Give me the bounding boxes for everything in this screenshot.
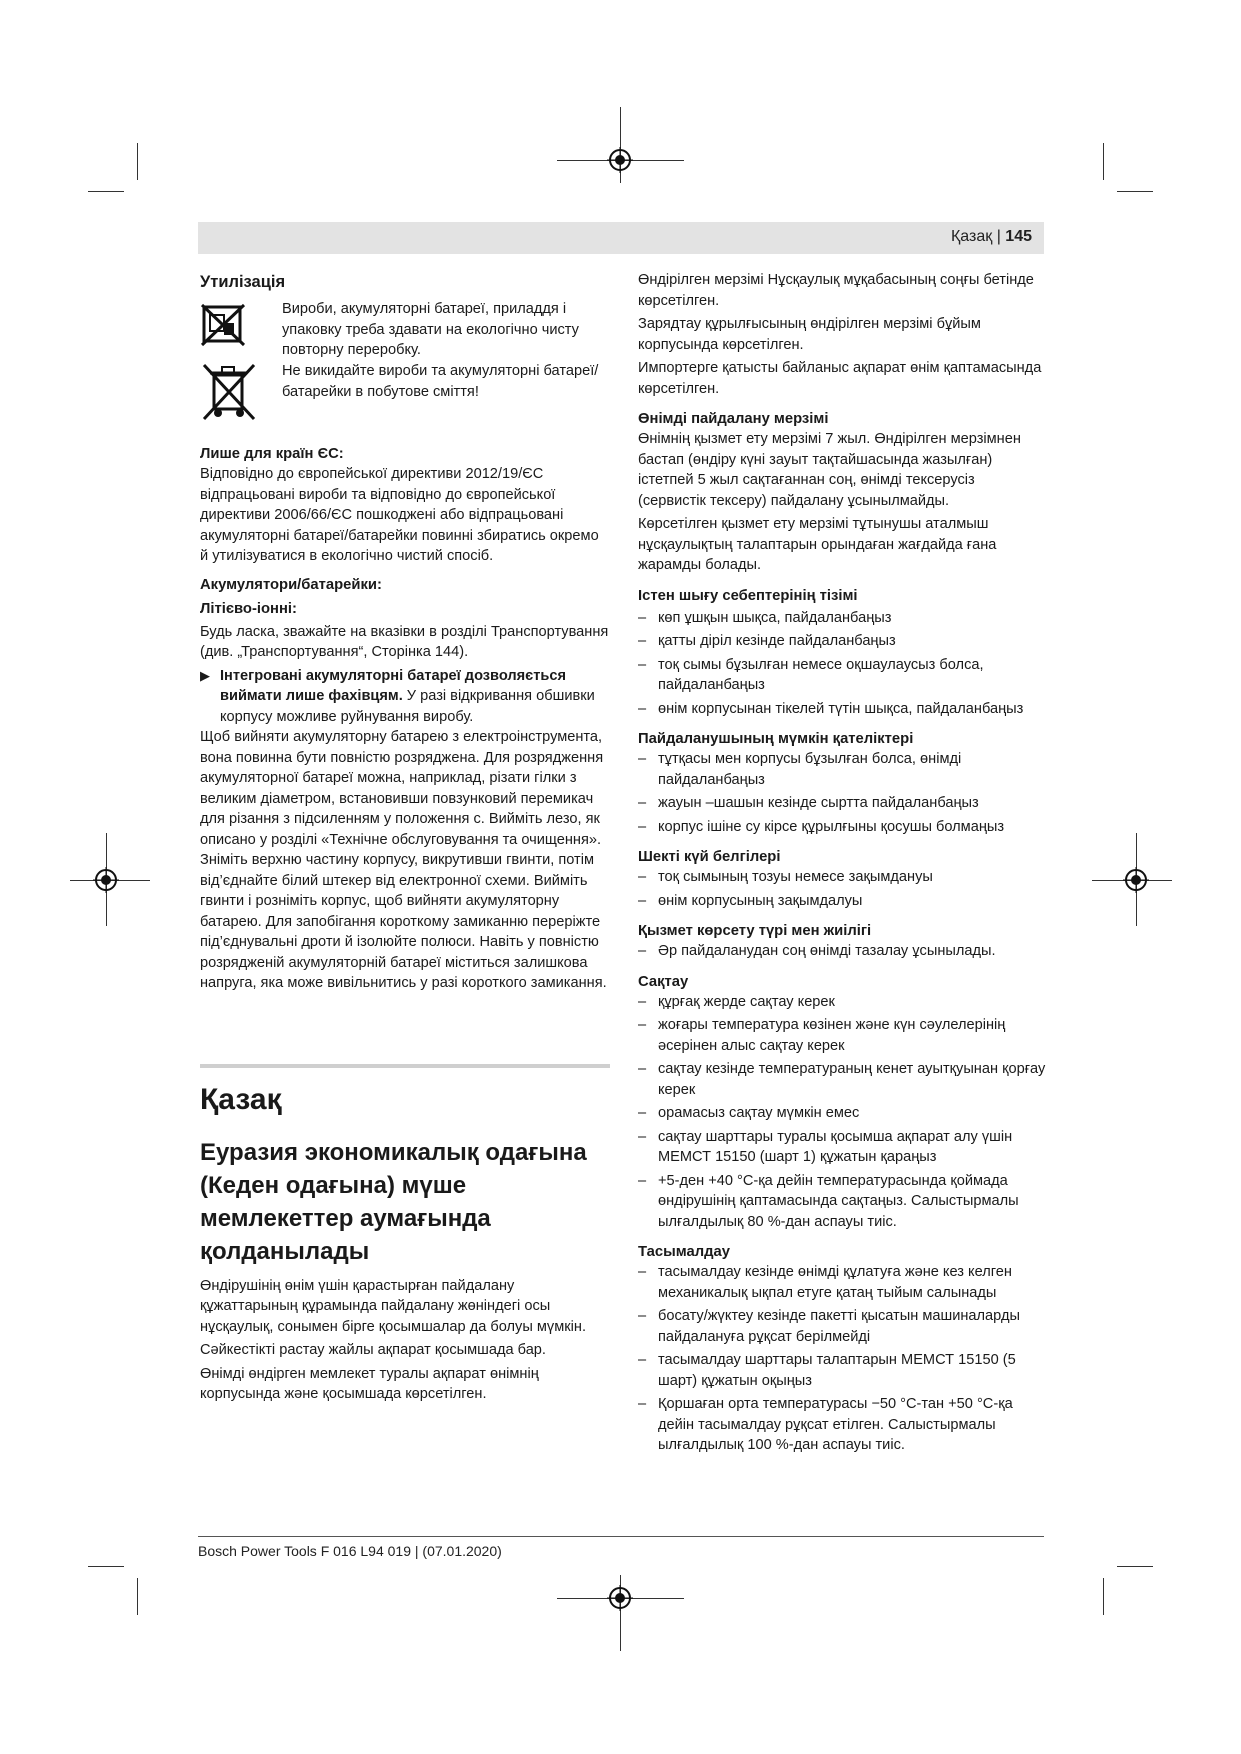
header-label	[951, 228, 1032, 246]
disposal-title: Утилізація	[200, 273, 286, 291]
battery-title: Акумулятори/батарейки:	[200, 576, 382, 593]
warning-bold: Інтегровані акумуляторні батареї дозволяється виймати лише фахівцям.	[220, 667, 566, 704]
crop-mark	[88, 1566, 124, 1567]
list-item: – Қоршаған орта температурасы −50 °C-тан +50 °C-қа дейін тасымалдау рұқсат етілген. Салыстырмалы ылғалдылық 100 %-дан аспауы тиіс.	[638, 1396, 1013, 1453]
removal-text: Щоб вийняти акумуляторну батарею з електроінструмента, вона повинна бути повністю розряджена. Для розрядження акумуляторної батареї можна, наприклад, різати гілки з великим діаметром, встановивши повзунковий перемикач для різання з підсиленням у положення c. Вийміть лезо, як описано у розділі «Технічне обслуговування та очищення». Зніміть верхню частину корпусу, викрутивши гвинти, потім від’єднайте білий штекер від електронної схеми. Вийміть гвинти і розніміть корпус, щоб вийняти акумуляторну батарею. Для запобігання короткому замиканню переріжте під’єднувальні дроти й ізолюйте полюси. Навіть у повністю розрядженій акумуляторній батареї міститься залишкова напруга, яка може вивільнитись у разі короткого замикання.	[200, 729, 607, 991]
list-item: – сақтау шарттары туралы қосымша ақпарат алу үшін МЕМСТ 15150 (шарт 1) құжатын қараңыз	[638, 1128, 1013, 1165]
registration-target-icon	[1123, 867, 1149, 893]
list-item: – тасымалдау кезінде өнімді құлатуға және кез келген механикалық ықпал етуге қатаң тыйым салынады	[638, 1264, 1012, 1301]
warning-item	[200, 666, 610, 728]
list-item: – тоқ сымы бұзылған немесе оқшаулаусыз болса, пайдаланбаңыз	[638, 656, 984, 693]
list-item: – орамасыз сақтау мүмкін емес	[638, 1105, 860, 1121]
disposal-row-2	[200, 361, 610, 436]
errors-title: Пайдаланушының мүмкін қателіктері	[638, 731, 914, 747]
footer-divider	[198, 1536, 1044, 1537]
list-item: – көп ұшқын шықса, пайдаланбаңыз	[638, 609, 892, 626]
transport-title: Тасымалдау	[638, 1244, 730, 1260]
crop-mark	[137, 1578, 138, 1615]
usage-title: Өнімді пайдалану мерзімі	[638, 411, 829, 427]
right-paragraph-2: Зарядтау құрылғысының өндірілген мерзімі бұйым корпусында көрсетілген.	[638, 316, 981, 353]
right-paragraph-1: Өндірілген мерзімі Нұсқаулық мұқабасының соңғы бетінде көрсетілген.	[638, 272, 1034, 309]
crossed-out-wheelie-bin-icon	[200, 361, 258, 423]
crop-mark	[1117, 191, 1153, 192]
liion-text: Будь ласка, зважайте на вказівки в розділі Транспортування (див. „Транспортування“, Сторінка 144).	[200, 623, 609, 660]
recycle-device-battery-icon	[200, 301, 246, 347]
usage-text-2: Көрсетілген қызмет ету мерзімі тұтынушы аталмыш нұсқаулықтың талаптарын орындаған жағдайда ғана жарамды болады.	[638, 516, 997, 573]
kazakh-title: Қазақ	[200, 1082, 282, 1116]
eu-text: Відповідно до європейської директиви 2012/19/ЄС відпрацьовані вироби та відповідно до європейської директиви 2006/66/ЄС пошкоджені або відпрацьовані акумуляторні батареї/батарейки повинні збиратись окремо й утилізуватися в екологічно чистий спосіб.	[200, 466, 599, 564]
footer-text: Bosch Power Tools F 016 L94 019 | (07.01.2020)	[198, 1543, 502, 1559]
right-paragraph-3: Импортерге қатысты байланыс ақпарат өнім қаптамасында көрсетілген.	[638, 360, 1042, 397]
crop-mark	[1117, 1566, 1153, 1567]
storage-title: Сақтау	[638, 973, 689, 990]
list-item: – құрғақ жерде сақтау керек	[638, 993, 835, 1010]
disposal-row-1	[200, 299, 610, 361]
eu-title: Лише для країн ЄС:	[200, 446, 344, 462]
crop-mark	[1103, 143, 1104, 180]
list-item: – өнім корпусынан тікелей түтін шықса, пайдаланбаңыз	[638, 700, 1024, 717]
liion-title: Літієво-іонні:	[200, 600, 297, 617]
list-item: – қатты діріл кезінде пайдаланбаңыз	[638, 633, 896, 649]
disposal-text-2: Не викидайте вироби та акумуляторні батареї/батарейки в побутове сміття!	[282, 363, 599, 400]
section-divider	[200, 1064, 610, 1068]
list-item: – тасымалдау шарттары талаптарын МЕМСТ 15150 (5 шарт) құжатын оқыңыз	[638, 1352, 1016, 1389]
page-number: 145	[1005, 228, 1032, 245]
usage-text: Өнімнің қызмет ету мерзімі 7 жыл. Өндірілген мерзімнен бастап (өндіру күні зауыт тақтайшасында жазылған) істетпей 5 жыл сақтағаннан соң, өнімді тексерусіз (сервистік тексеру) пайдалану ұсынылмайды.	[638, 431, 1021, 509]
registration-target-icon	[607, 147, 633, 173]
list-item: – жоғары температура көзінен және күн сәулелерінің әсерінен алыс сақтау керек	[638, 1017, 1006, 1054]
crop-mark	[1103, 1578, 1104, 1615]
failure-title: Істен шығу себептерінің тізімі	[638, 587, 858, 604]
list-item: – тұтқасы мен корпусы бұзылған болса, өнімді пайдаланбаңыз	[638, 751, 962, 788]
list-item: – +5-ден +40 °C-қа дейін температурасында қоймада өндірушінің қаптамасында сақтаңыз. Салыстырмалы ылғалдылық 80 %-дан аспауы тиіс.	[638, 1172, 1019, 1230]
list-item: – сақтау кезінде температураның кенет ауытқуынан қорғау керек	[638, 1061, 1046, 1098]
eaeu-paragraph-2: Сәйкестікті растау жайлы ақпарат қосымшада бар.	[200, 1342, 546, 1358]
list-item: – босату/жүктеу кезінде пакетті қысатын машиналарды пайдалануға рұқсат берілмейді	[638, 1308, 1020, 1345]
eaeu-paragraph-3: Өнімді өндірген мемлекет туралы ақпарат өнімнің корпусында және қосымшада көрсетілген.	[200, 1365, 539, 1402]
service-title: Қызмет көрсету түрі мен жиілігі	[638, 923, 872, 939]
warning-rest: У разі відкривання обшивки корпусу можливе руйнування виробу.	[220, 688, 595, 725]
bullet-triangle-icon: ▶	[200, 667, 210, 683]
list-item: – тоқ сымының тозуы немесе зақымдануы	[638, 869, 933, 885]
right-column	[638, 270, 1046, 1456]
limit-title: Шекті күй белгілері	[638, 849, 781, 865]
header-separator: |	[996, 228, 1001, 245]
disposal-text-1: Вироби, акумуляторні батареї, приладдя і упаковку треба здавати на екологічно чисту повторну переробку.	[282, 301, 579, 358]
crop-mark	[88, 191, 124, 192]
list-item: – корпус ішіне су кірсе құрылғыны қосушы болмаңыз	[638, 818, 1005, 835]
crop-mark	[137, 143, 138, 180]
registration-target-icon	[93, 867, 119, 893]
list-item: – жауын –шашын кезінде сыртта пайдаланбаңыз	[638, 795, 979, 811]
left-column	[200, 272, 610, 1405]
eaeu-title: Еуразия экономикалық одағына (Кеден одағына) мүше мемлекеттер аумағында қолданылады	[200, 1138, 587, 1265]
registration-target-icon	[607, 1585, 633, 1611]
page-header	[198, 222, 1044, 254]
list-item: – өнім корпусының зақымдалуы	[638, 892, 863, 909]
list-item: – Әр пайдаланудан соң өнімді тазалау ұсынылады.	[638, 943, 996, 959]
header-section: Қазақ	[950, 228, 993, 245]
eaeu-paragraph-1: Өндірушінің өнім үшін қарастырған пайдалану құжаттарының құрамында пайдалану жөніндегі осы нұсқаулық, сонымен бірге қосымшалар да болуы мүмкін.	[200, 1277, 586, 1335]
